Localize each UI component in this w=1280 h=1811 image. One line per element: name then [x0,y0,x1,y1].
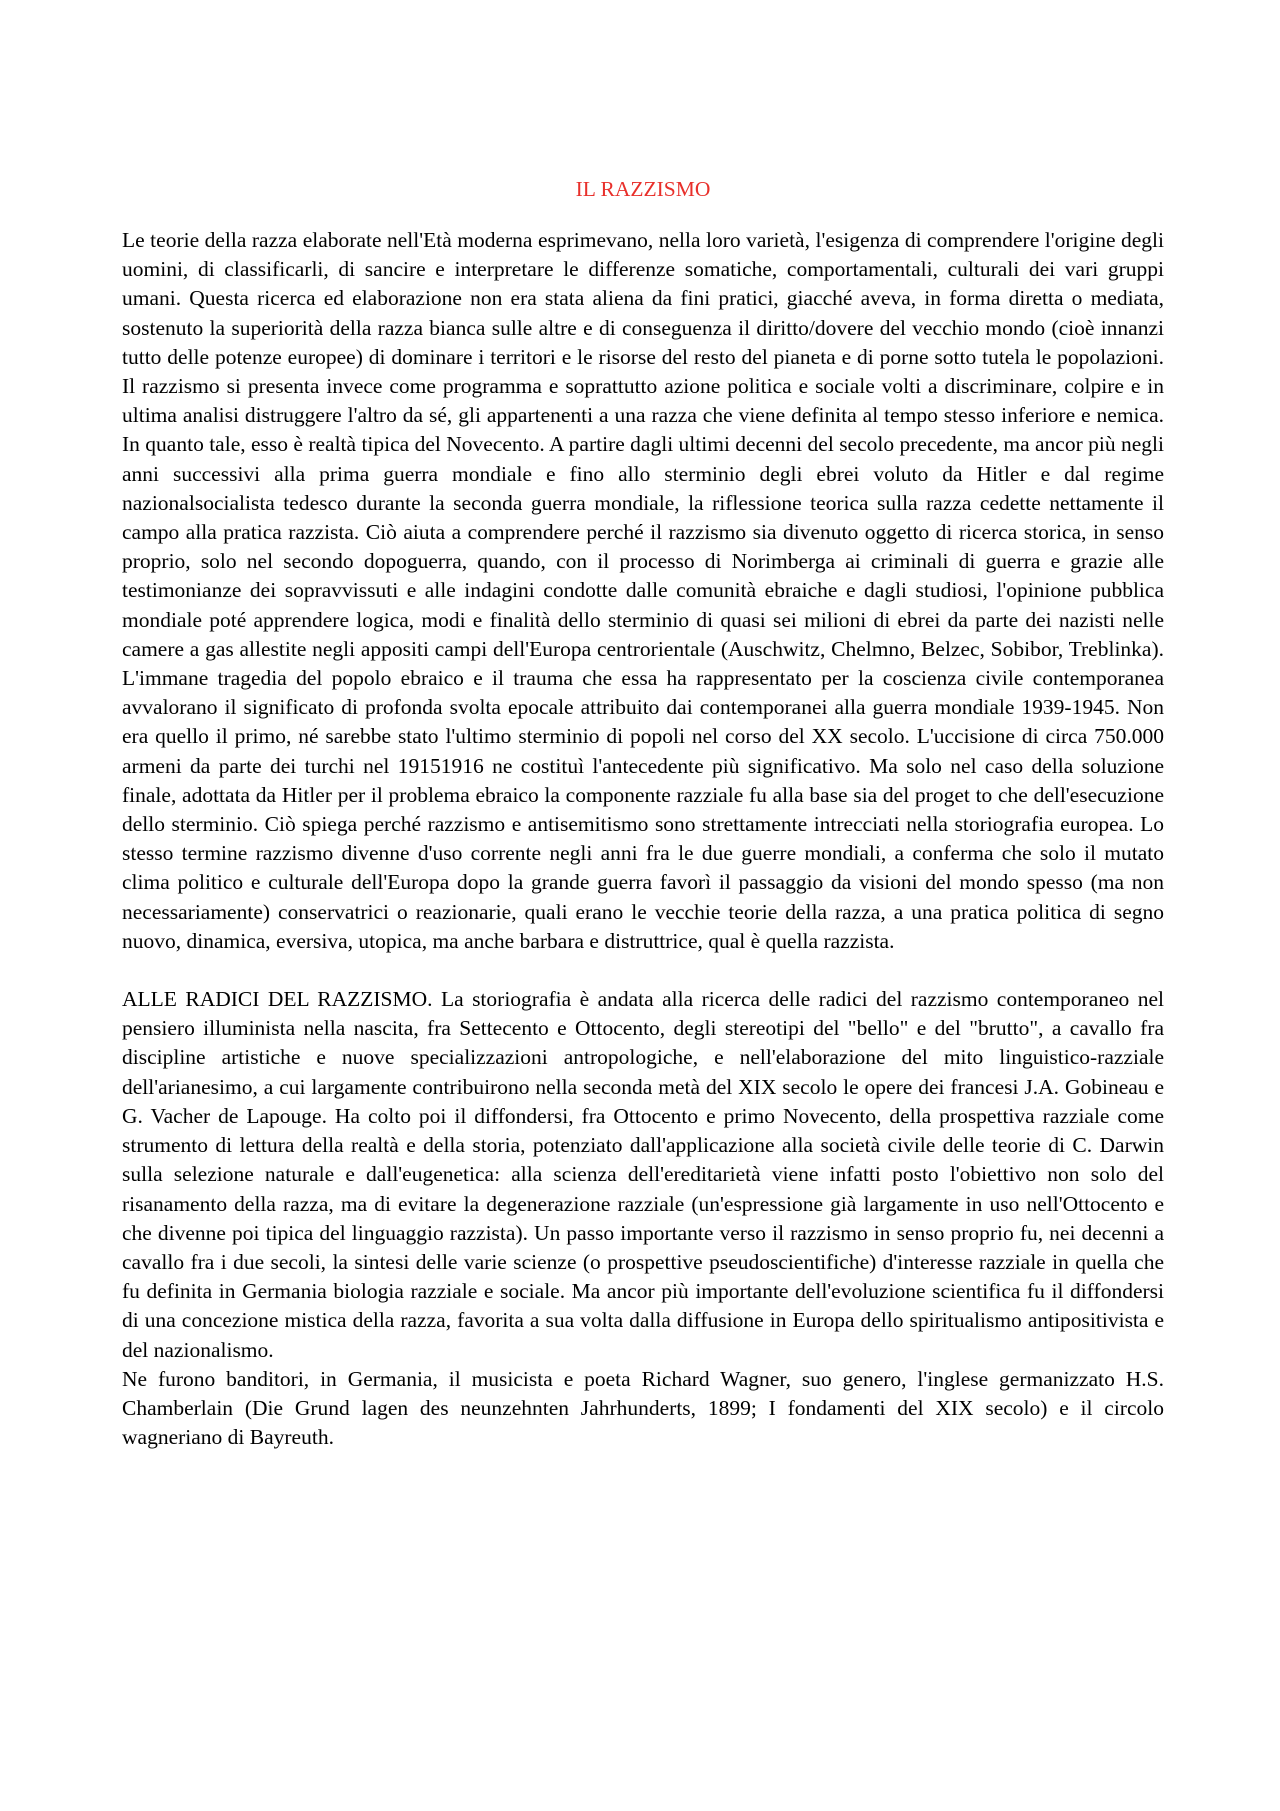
page-title: IL RAZZISMO [575,177,711,201]
paragraph-roots: ALLE RADICI DEL RAZZISMO. La storiografia è andata alla ricerca delle radici del razzismo contemporaneo nel pensiero illuminista nella nascita, fra Settecento e Ottocento, degli stereotipi del "bello" e del "brutto", a cavallo fra discipline artistiche e nuove specializzazioni antropologiche, e nell'elaborazione del mito linguistico-razziale dell'arianesimo, a cui largamente contribuirono nella seconda metà del XIX secolo le opere dei francesi J.A. Gobineau e G. Vacher de Lapouge. Ha colto poi il diffondersi, fra Ottocento e primo Novecento, della prospettiva razziale come strumento di lettura della realtà e della storia, potenziato dall'applicazione alla società civile delle teorie di C. Darwin sulla selezione naturale e dall'eugenetica: alla scienza dell'ereditarietà viene infatti posto l'obiettivo non solo del risanamento della razza, ma di evitare la degenerazione razziale (un'espressione già largamente in uso nell'Ottocento e che divenne poi tipica del linguaggio razzista). Un passo importante verso il razzismo in senso proprio fu, nei decenni a cavallo fra i due secoli, la sintesi delle varie scienze (o prospettive pseudoscientifiche) d'interesse razziale in quella che fu definita in Germania biologia razziale e sociale. Ma ancor più importante dell'evoluzione scientifica fu il diffondersi di una concezione mistica della razza, favorita a sua volta dalla diffusione in Europa dello spiritualismo antipositivista e del nazionalismo. [122,987,1164,1362]
paragraph-spacer [122,956,1164,985]
paragraph-wagner: Ne furono banditori, in Germania, il musicista e poeta Richard Wagner, suo genero, l'inglese germanizzato H.S. Chamberlain (Die Grund lagen des neunzehnten Jahrhunderts, 1899; I fondamenti del XIX secolo) e il circolo wagneriano di Bayreuth. [122,1366,1164,1450]
document-page [122,174,1164,1452]
paragraph-intro: Le teorie della razza elaborate nell'Età moderna esprimevano, nella loro varietà, l'esigenza di comprendere l'origine degli uomini, di classificarli, di sancire e interpretare le differenze somatiche, comportamentali, culturali dei vari gruppi umani. Questa ricerca ed elaborazione non era stata aliena da fini pratici, giacché aveva, in forma diretta o mediata, sostenuto la superiorità della razza bianca sulle altre e di conseguenza il diritto/dovere del vecchio mondo (cioè innanzi tutto delle potenze europee) di dominare i territori e le risorse del resto del pianeta e di porne sotto tutela le popolazioni. Il razzismo si presenta invece come programma e soprattutto azione politica e sociale volti a discriminare, colpire e in ultima analisi distruggere l'altro da sé, gli appartenenti a una razza che viene definita al tempo stesso inferiore e nemica. In quanto tale, esso è realtà tipica del Novecento. A partire dagli ultimi decenni del secolo precedente, ma ancor più negli anni successivi alla prima guerra mondiale e fino allo sterminio degli ebrei voluto da Hitler e dal regime nazionalsocialista tedesco durante la seconda guerra mondiale, la riflessione teorica sulla razza cedette nettamente il campo alla pratica razzista. Ciò aiuta a comprendere perché il razzismo sia divenuto oggetto di ricerca storica, in senso proprio, solo nel secondo dopoguerra, quando, con il processo di Norimberga ai criminali di guerra e grazie alle testimonianze dei sopravvissuti e alle indagini condotte dalle comunità ebraiche e dagli studiosi, l'opinione pubblica mondiale poté apprendere logica, modi e finalità dello sterminio di quasi sei milioni di ebrei da parte dei nazisti nelle camere a gas allestite negli appositi campi dell'Europa centrorientale (Auschwitz, Chelmno, Belzec, Sobibor, Treblinka). L'immane tragedia del popolo ebraico e il trauma che essa ha rappresentato per la coscienza civile contemporanea avvalorano il significato di profonda svolta epocale attribuito dai contemporanei alla guerra mondiale 1939-1945. Non era quello il primo, né sarebbe stato l'ultimo sterminio di popoli nel corso del XX secolo. L'uccisione di circa 750.000 armeni da parte dei turchi nel 19151916 ne costituì l'antecedente più significativo. Ma solo nel caso della soluzione finale, adottata da Hitler per il problema ebraico la componente razziale fu alla base sia del proget to che dell'esecuzione dello sterminio. Ciò spiega perché razzismo e antisemitismo sono strettamente intrecciati nella storiografia europea. Lo stesso termine razzismo divenne d'uso corrente negli anni fra le due guerre mondiali, a conferma che solo il mutato clima politico e culturale dell'Europa dopo la grande guerra favorì il passaggio da visioni del mondo spesso (ma non necessariamente) conservatrici o reazionarie, quali erano le vecchie teorie della razza, a una pratica politica di segno nuovo, dinamica, eversiva, utopica, ma anche barbara e distruttrice, qual è quella razzista. [122,228,1164,953]
